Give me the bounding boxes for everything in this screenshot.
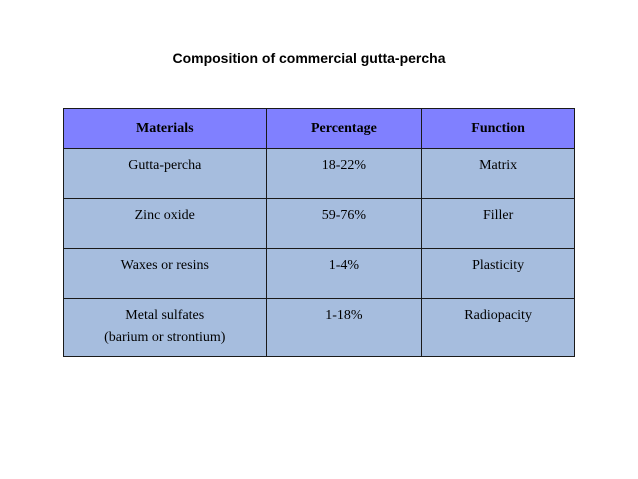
function-cell: Plasticity	[422, 249, 575, 299]
material-name: Metal sulfates	[125, 308, 205, 323]
material-cell: Gutta-percha	[64, 149, 267, 199]
table-row	[64, 149, 575, 199]
material-cell: Zinc oxide	[64, 199, 267, 249]
table-row	[64, 249, 575, 299]
function-cell: Matrix	[422, 149, 575, 199]
function-cell: Filler	[422, 199, 575, 249]
page-title: Composition of commercial gutta-percha	[172, 50, 446, 66]
material-cell: Waxes or resins	[64, 249, 267, 299]
function-cell: Radiopacity	[422, 299, 575, 357]
column-header-percentage: Percentage	[266, 109, 422, 149]
percentage-cell: 1-18%	[266, 299, 422, 357]
percentage-cell: 59-76%	[266, 199, 422, 249]
composition-table	[63, 108, 575, 357]
table-row	[64, 299, 575, 357]
material-cell	[64, 299, 267, 357]
percentage-cell: 1-4%	[266, 249, 422, 299]
table-row	[64, 199, 575, 249]
column-header-function: Function	[422, 109, 575, 149]
table-header-row	[64, 109, 575, 149]
material-detail: (barium or strontium)	[104, 330, 226, 345]
column-header-materials: Materials	[64, 109, 267, 149]
percentage-cell: 18-22%	[266, 149, 422, 199]
